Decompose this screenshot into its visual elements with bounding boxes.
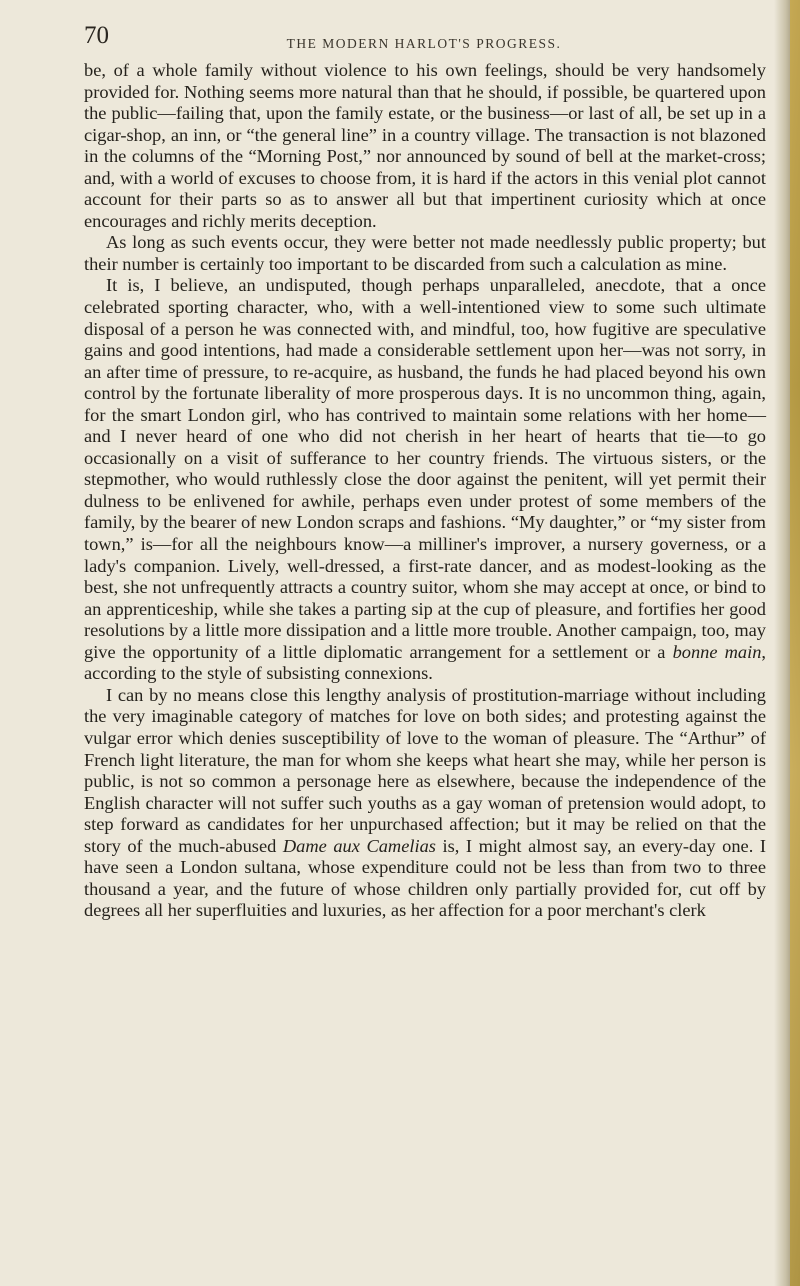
paragraph-3-tail: , according to the style of subsisting connexions. (84, 641, 767, 684)
italic-bonne-main: bonne main (672, 641, 762, 662)
paragraph-2: As long as such events occur, they were better not made needlessly public property; but their number is certainly too important to be discarded from such a calculation as mine. (84, 232, 766, 274)
paragraph-4-text: I can by no means close this lengthy analysis of prostitution-marriage without including the very imaginable category of matches for love on both sides; and protesting against the vulgar error which denies susceptibility of love to the woman of pleasure. The “Arthur” of French light literature, the man for whom she keeps what heart she may, while her person is public, is not so common a personage here as elsewhere, because the independence of the English character will not suffer such youths as a gay woman of pretension would adopt, to step forward as candidates for her unpurchased affection; but it may be relied on that the story of the much-abused (84, 684, 766, 856)
page-header (84, 22, 764, 62)
paragraph-4-tail: is, I might almost say, an every-day one. I have seen a London sultana, whose expenditure could not be less than from two to three thousand a year, and the future of whose children only partially provided for, cut off by degrees all her superfluities and luxuries, as her affection for a poor merchant's clerk (84, 835, 766, 921)
paragraph-3-text: It is, I believe, an undisputed, though perhaps unparalleled, anecdote, that a once celebrated sporting character, who, with a well-intentioned view to some such ultimate disposal of a person he was connected with, and mindful, too, how fugitive are speculative gains and good intentions, had made a considerable settlement upon her—was not sorry, in an after time of pressure, to re-acquire, as husband, the funds he had placed beyond his own control by the fortunate liberality of more prosperous days. It is no uncommon thing, again, for the smart London girl, who has contrived to maintain some relations with her home—and I never heard of one who did not cherish in her heart of hearts that tie—to go occasionally on a visit of sufferance to her country friends. The virtuous sisters, or the stepmother, who would ruthlessly close the door against the penitent, will yet permit their dulness to be enlivened for awhile, perhaps even under protest of some members of the family, by the bearer of new London scraps and fashions. “My daughter,” or “my sister from town,” is—for all the neighbours know—a milliner's improver, a nursery governess, or a lady's companion. Lively, well-dressed, a first-rate dancer, and as modest-looking as the best, she not unfrequently attracts a country suitor, whom she may accept at once, or bind to an apprenticeship, while she takes a parting sip at the cup of pleasure, and fortifies her good resolutions by a little more dissipation and a little more trouble. Another campaign, too, may give the opportunity of a little diplomatic arrangement for a settlement or a (84, 275, 766, 662)
italic-dame-aux-camelias: Dame aux Camelias (282, 835, 436, 856)
paragraph-4 (84, 685, 766, 922)
paragraph-3 (84, 275, 766, 684)
paragraph-1: be, of a whole family without violence to his own feelings, should be very handsomely provided for. Nothing seems more natural than that he should, if possible, be quartered upon the public—failing that, upon the family estate, or the business—or last of all, be set up in a cigar-shop, an inn, or “the general line” in a country village. The transaction is not blazoned in the columns of the “Morning Post,” nor announced by sound of bell at the market-cross; and, with a world of excuses to choose from, it is hard if the actors in this venial plot cannot account for their parts so as to answer all but that impertinent curiosity which at once encourages and richly merits deception. (84, 60, 766, 231)
body-text (84, 60, 766, 922)
gilt-page-edge (790, 0, 800, 1286)
page-number: 70 (84, 22, 109, 49)
running-head: THE MODERN HARLOT'S PROGRESS. (286, 36, 562, 51)
